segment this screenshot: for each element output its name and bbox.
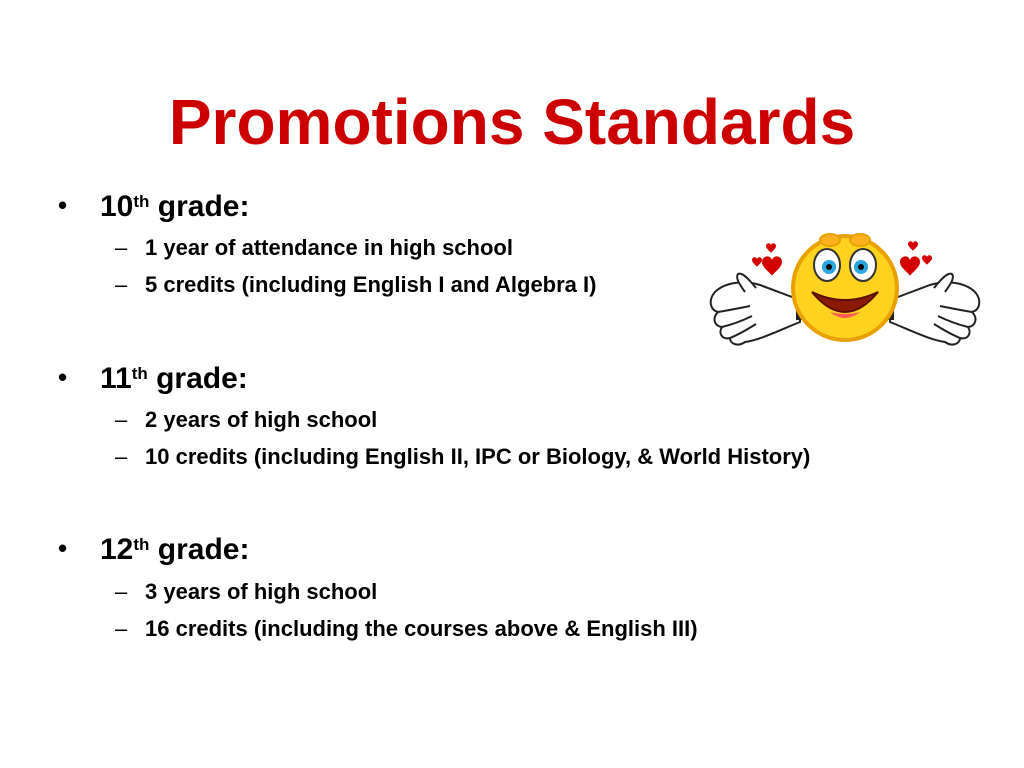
grade-label: 11th grade: [100,362,248,395]
heart-icon [752,243,782,276]
dash-icon: – [115,444,128,469]
grade-label: 12th grade: [100,533,250,566]
dash-icon: – [115,616,128,641]
bullet-icon: • [58,190,68,220]
bullet-icon: • [58,362,68,392]
left-glove-icon [711,274,800,345]
slide-title: Promotions Standards [168,86,856,158]
dash-icon: – [115,235,128,260]
grade-label: 10th grade: [100,190,250,223]
heart-icon [900,241,932,276]
smiley-face-icon [793,234,897,340]
smiley-with-hearts-icon [700,230,990,360]
slide: Promotions Standards • 10th grade: – 1 year of attendance in high school – 5 credits (including English I and Algebra I) • 11th grade: – 2 years of high school – 10 credits (including English II, IPC or Biology, & World History) • 12th grade: – 3 years of high school – 16 credits (including the courses above & English III) [0,0,1024,768]
dash-icon: – [115,407,128,432]
right-glove-icon [890,274,979,345]
dash-icon: – [115,579,128,604]
bullet-icon: • [58,533,68,563]
dash-icon: – [115,272,128,297]
